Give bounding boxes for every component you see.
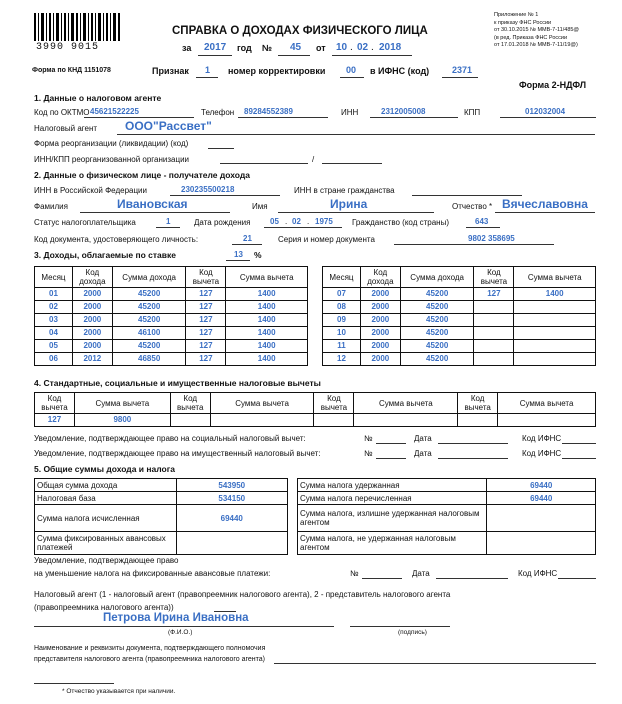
status-label: Статус налогоплательщика xyxy=(34,218,136,227)
name-label: Имя xyxy=(252,202,268,211)
phone-label: Телефон xyxy=(201,108,235,117)
totals-right xyxy=(297,478,596,555)
income-table-left xyxy=(34,266,308,366)
cell-deduction-sum: 1400 xyxy=(226,314,308,327)
birth-day: 05 xyxy=(270,217,279,226)
no-label: № xyxy=(364,434,373,443)
income-row xyxy=(323,301,596,314)
birth-month: 02 xyxy=(292,217,301,226)
income-row xyxy=(323,340,596,353)
cell-month: 11 xyxy=(323,340,361,353)
section1-title: 1. Данные о налоговом агенте xyxy=(34,93,162,103)
signer-name: Петрова Ирина Ивановна xyxy=(103,612,249,624)
col-code: Код вычета xyxy=(458,393,498,414)
ifns-label: Код ИФНС xyxy=(522,434,562,443)
agent-inn-label: ИНН xyxy=(341,108,359,117)
agent-label: Налоговый агент xyxy=(34,124,98,133)
tax-withheld-value: 69440 xyxy=(487,479,596,492)
no-label: № xyxy=(350,569,359,578)
advance-notice-line2: на уменьшение налога на фиксированные авансовые платежи: xyxy=(34,569,271,578)
income-row xyxy=(35,353,308,366)
date-label: Дата xyxy=(412,569,430,578)
reorg-inn-label: ИНН/КПП реорганизованной организации xyxy=(34,155,190,164)
income-row xyxy=(35,327,308,340)
date-year: 2018 xyxy=(379,42,402,53)
inn-country-label: ИНН в стране гражданства xyxy=(294,186,395,195)
cell-month: 06 xyxy=(35,353,73,366)
col-month: Месяц xyxy=(35,267,73,288)
tax-transferred-label: Сумма налога перечисленная xyxy=(298,492,487,505)
cell-deduction-sum: 1400 xyxy=(226,327,308,340)
cell-deduction-code: 127 xyxy=(474,288,514,301)
col-sum: Сумма вычета xyxy=(354,393,458,414)
patronymic-label: Отчество * xyxy=(452,202,493,211)
doc-value: 21 xyxy=(243,234,252,243)
col-deduction-code: Код вычета xyxy=(474,267,514,288)
cell-income-code: 2000 xyxy=(360,314,400,327)
cell-income-code: 2000 xyxy=(360,340,400,353)
totals-left xyxy=(34,478,288,555)
col-income-sum: Сумма дохода xyxy=(400,267,474,288)
income-row xyxy=(323,327,596,340)
series-value: 9802 358695 xyxy=(468,234,515,243)
total-income-label: Общая сумма дохода xyxy=(35,479,177,492)
property-notice-label: Уведомление, подтверждающее право на имущественный налоговый вычет: xyxy=(34,449,321,458)
cell-month: 10 xyxy=(323,327,361,340)
deduction-code: 127 xyxy=(35,414,75,427)
form-name: Форма 2-НДФЛ xyxy=(519,80,587,90)
income-row xyxy=(35,340,308,353)
tax-not-withheld-label: Сумма налога, не удержанная налоговым агентом xyxy=(298,532,487,555)
cell-income-code: 2000 xyxy=(72,301,112,314)
series-label: Серия и номер документа xyxy=(278,235,375,244)
tax-calculated-label: Сумма налога исчисленная xyxy=(35,505,177,532)
rate-percent: % xyxy=(254,250,262,260)
col-sum: Сумма вычета xyxy=(210,393,314,414)
cell-deduction-sum: 1400 xyxy=(514,288,596,301)
cell-deduction-sum xyxy=(514,340,596,353)
knd-code: Форма по КНД 1151078 xyxy=(32,67,111,74)
correction-value: 00 xyxy=(346,65,357,75)
year-suffix: год xyxy=(237,43,252,53)
rate-value: 13 xyxy=(234,250,243,259)
section5-title: 5. Общие суммы дохода и налога xyxy=(34,464,175,474)
col-sum: Сумма вычета xyxy=(498,393,596,414)
cell-income-code: 2000 xyxy=(72,288,112,301)
cell-month: 08 xyxy=(323,301,361,314)
cell-deduction-code xyxy=(474,340,514,353)
cell-deduction-code xyxy=(474,314,514,327)
date-label: Дата xyxy=(414,449,432,458)
tax-base-label: Налоговая база xyxy=(35,492,177,505)
cell-income-code: 2000 xyxy=(72,340,112,353)
agent-name: ООО"Рассвет" xyxy=(125,119,212,133)
sign-label: Признак xyxy=(152,66,189,76)
cell-deduction-code: 127 xyxy=(186,340,226,353)
agent-type-text1: Налоговый агент (1 - налоговый агент (правопреемник налогового агента), 2 - представитель налогового агента xyxy=(34,590,451,599)
cell-deduction-code: 127 xyxy=(186,327,226,340)
cell-income-sum: 45200 xyxy=(112,314,186,327)
income-table-right xyxy=(322,266,596,366)
cell-income-code: 2000 xyxy=(72,327,112,340)
signature-caption: (подпись) xyxy=(398,629,427,636)
kpp-label: КПП xyxy=(464,108,481,117)
appendix-note: Приложение № 1 к приказу ФНС России от 30.10.2015 № ММВ-7-11/485@ (в ред. Приказа ФНС России от 17.01.2018 № ММВ-7-11/19@) xyxy=(494,12,580,48)
ifns-value: 2371 xyxy=(452,65,473,75)
cell-income-code: 2000 xyxy=(72,314,112,327)
col-code: Код вычета xyxy=(170,393,210,414)
number-value: 45 xyxy=(290,42,302,53)
col-income-code: Код дохода xyxy=(360,267,400,288)
tax-excess-label: Сумма налога, излишне удержанная налоговым агентом xyxy=(298,505,487,532)
page-title: СПРАВКА О ДОХОДАХ ФИЗИЧЕСКОГО ЛИЦА xyxy=(172,25,428,37)
phone-value: 89284552389 xyxy=(244,107,293,116)
cell-month: 09 xyxy=(323,314,361,327)
cell-deduction-sum xyxy=(514,327,596,340)
cell-deduction-code: 127 xyxy=(186,353,226,366)
col-deduction-sum: Сумма вычета xyxy=(226,267,308,288)
section3-title: 3. Доходы, облагаемые по ставке xyxy=(34,250,176,260)
cell-month: 02 xyxy=(35,301,73,314)
tax-base-value: 534150 xyxy=(176,492,288,505)
sign-value: 1 xyxy=(205,65,211,75)
no-label: № xyxy=(364,449,373,458)
cell-income-code: 2000 xyxy=(360,288,400,301)
cell-deduction-sum: 1400 xyxy=(226,353,308,366)
cell-deduction-code: 127 xyxy=(186,288,226,301)
kpp-value: 012032004 xyxy=(525,107,566,116)
cell-month: 04 xyxy=(35,327,73,340)
cell-income-sum: 46100 xyxy=(112,327,186,340)
cell-income-code: 2000 xyxy=(360,353,400,366)
cell-month: 01 xyxy=(35,288,73,301)
doc-label: Код документа, удостоверяющего личность: xyxy=(34,235,199,244)
col-sum: Сумма вычета xyxy=(74,393,170,414)
oktmo-label: Код по ОКТМО xyxy=(34,108,90,117)
correction-label: номер корректировки xyxy=(228,66,326,76)
doc-text2: представителя налогового агента (правопреемника налогового агента) xyxy=(34,656,265,663)
birth-year: 1975 xyxy=(315,217,333,226)
date-label: Дата xyxy=(414,434,432,443)
income-row xyxy=(35,301,308,314)
income-row xyxy=(323,288,596,301)
patronymic-value: Вячеславовна xyxy=(502,197,588,211)
footnote: * Отчество указывается при наличии. xyxy=(62,688,176,695)
cell-income-sum: 45200 xyxy=(112,301,186,314)
income-row xyxy=(35,288,308,301)
income-row xyxy=(35,314,308,327)
ifns-label: Код ИФНС xyxy=(518,569,558,578)
cell-deduction-sum: 1400 xyxy=(226,301,308,314)
cell-deduction-code xyxy=(474,353,514,366)
citizen-label: Гражданство (код страны) xyxy=(352,218,449,227)
cell-income-sum: 46850 xyxy=(112,353,186,366)
cell-income-sum: 45200 xyxy=(112,288,186,301)
col-code: Код вычета xyxy=(35,393,75,414)
total-income-value: 543950 xyxy=(176,479,288,492)
col-code: Код вычета xyxy=(314,393,354,414)
cell-income-sum: 45200 xyxy=(400,340,474,353)
col-deduction-sum: Сумма вычета xyxy=(514,267,596,288)
cell-deduction-sum xyxy=(514,353,596,366)
section4-title: 4. Стандартные, социальные и имущественные налоговые вычеты xyxy=(34,378,321,388)
cell-income-code: 2012 xyxy=(72,353,112,366)
cell-month: 12 xyxy=(323,353,361,366)
name-value: Ирина xyxy=(330,197,368,211)
cell-income-sum: 45200 xyxy=(400,301,474,314)
surname-label: Фамилия xyxy=(34,202,68,211)
cell-deduction-sum xyxy=(514,314,596,327)
section2-title: 2. Данные о физическом лице - получателе дохода xyxy=(34,170,250,180)
inn-rf-label: ИНН в Российской Федерации xyxy=(34,186,147,195)
barcode-number: 3990 9015 xyxy=(36,42,100,53)
year-label: за xyxy=(182,43,192,53)
cell-deduction-code: 127 xyxy=(186,314,226,327)
advance-notice-line1: Уведомление, подтверждающее право xyxy=(34,556,179,565)
tax-transferred-value: 69440 xyxy=(487,492,596,505)
ifns-label: в ИФНС (код) xyxy=(370,66,430,76)
cell-deduction-sum: 1400 xyxy=(226,340,308,353)
fixed-advance-label: Сумма фиксированных авансовых платежей xyxy=(35,532,177,555)
cell-income-sum: 45200 xyxy=(400,314,474,327)
cell-deduction-code xyxy=(474,301,514,314)
income-row xyxy=(323,353,596,366)
inn-rf-value: 230235500218 xyxy=(181,185,235,194)
ifns-label: Код ИФНС xyxy=(522,449,562,458)
col-income-code: Код дохода xyxy=(72,267,112,288)
cell-income-sum: 45200 xyxy=(400,353,474,366)
tax-calculated-value: 69440 xyxy=(176,505,288,532)
cell-month: 05 xyxy=(35,340,73,353)
deductions-table xyxy=(34,392,596,427)
income-row xyxy=(323,314,596,327)
agent-inn-value: 2312005008 xyxy=(381,107,426,116)
oktmo-value: 45621522225 xyxy=(90,107,139,116)
cell-deduction-sum xyxy=(514,301,596,314)
reorg-label: Форма реорганизации (ликвидации) (код) xyxy=(34,139,189,148)
birth-label: Дата рождения xyxy=(194,218,251,227)
date-day: 10 xyxy=(336,42,348,53)
tax-withheld-label: Сумма налога удержанная xyxy=(298,479,487,492)
agent-type-text2: (правопреемника налогового агента)) xyxy=(34,603,174,612)
deduction-sum: 9800 xyxy=(74,414,170,427)
cell-income-sum: 45200 xyxy=(112,340,186,353)
surname-value: Ивановская xyxy=(117,197,188,211)
cell-income-code: 2000 xyxy=(360,327,400,340)
cell-income-sum: 45200 xyxy=(400,288,474,301)
cell-deduction-code xyxy=(474,327,514,340)
col-income-sum: Сумма дохода xyxy=(112,267,186,288)
date-month: 02 xyxy=(357,42,369,53)
doc-text1: Наименование и реквизиты документа, подтверждающего полномочия xyxy=(34,645,266,652)
number-label: № xyxy=(262,43,273,53)
cell-month: 07 xyxy=(323,288,361,301)
col-deduction-code: Код вычета xyxy=(186,267,226,288)
fio-caption: (Ф.И.О.) xyxy=(168,629,193,636)
cell-deduction-sum: 1400 xyxy=(226,288,308,301)
year-value: 2017 xyxy=(204,42,227,53)
status-value: 1 xyxy=(166,217,171,226)
cell-deduction-code: 127 xyxy=(186,301,226,314)
citizen-value: 643 xyxy=(475,217,489,226)
col-month: Месяц xyxy=(323,267,361,288)
cell-income-sum: 45200 xyxy=(400,327,474,340)
cell-month: 03 xyxy=(35,314,73,327)
social-notice-label: Уведомление, подтверждающее право на социальный налоговый вычет: xyxy=(34,434,306,443)
date-label: от xyxy=(316,43,326,53)
cell-income-code: 2000 xyxy=(360,301,400,314)
